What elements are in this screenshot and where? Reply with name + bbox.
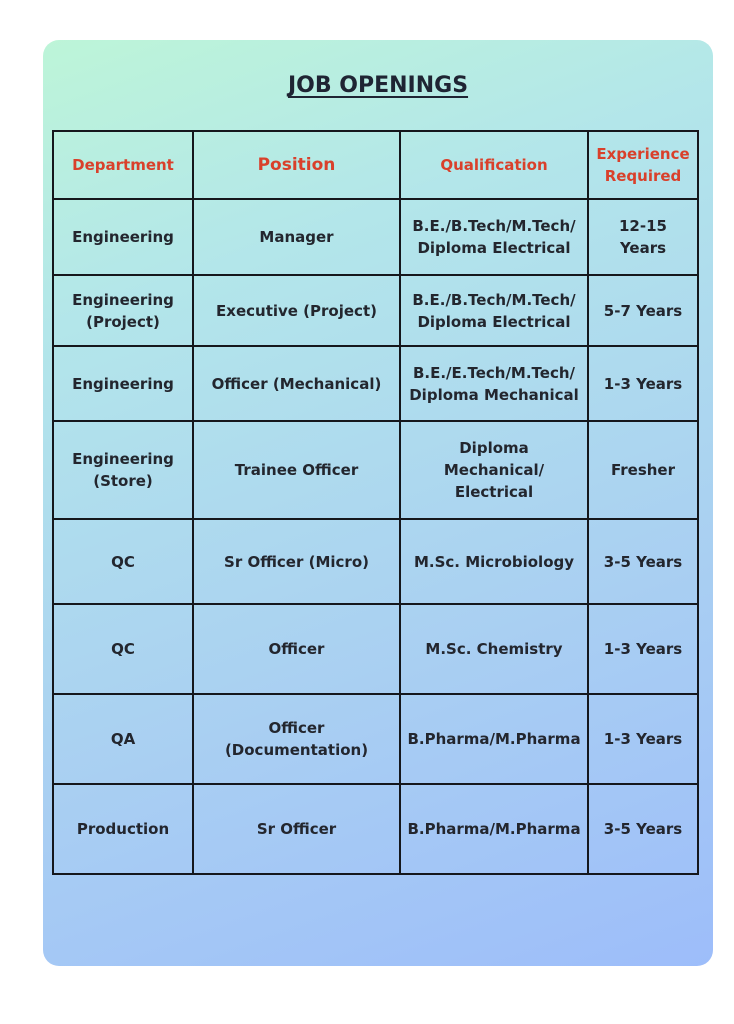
cell-position: Officer xyxy=(193,604,400,694)
cell-qualification: B.Pharma/M.Pharma xyxy=(400,694,588,784)
cell-position: Officer (Documentation) xyxy=(193,694,400,784)
cell-position: Sr Officer xyxy=(193,784,400,874)
table-row xyxy=(53,346,698,421)
cell-department: QA xyxy=(53,694,193,784)
table-row xyxy=(53,519,698,604)
cell-department: QC xyxy=(53,519,193,604)
cell-qualification: M.Sc. Microbiology xyxy=(400,519,588,604)
cell-experience: 12-15 Years xyxy=(588,199,698,275)
table-row xyxy=(53,784,698,874)
cell-experience: Fresher xyxy=(588,421,698,519)
cell-qualification: B.E./B.Tech/M.Tech/ Diploma Electrical xyxy=(400,275,588,346)
cell-position: Trainee Officer xyxy=(193,421,400,519)
column-header-experience: Experience Required xyxy=(588,131,698,199)
cell-position: Manager xyxy=(193,199,400,275)
cell-department: Engineering xyxy=(53,346,193,421)
cell-position: Officer (Mechanical) xyxy=(193,346,400,421)
cell-experience: 1-3 Years xyxy=(588,694,698,784)
job-openings-table xyxy=(52,130,699,875)
table-row xyxy=(53,694,698,784)
cell-department: Engineering (Store) xyxy=(53,421,193,519)
table-row xyxy=(53,275,698,346)
column-header-position: Position xyxy=(193,131,400,199)
cell-department: QC xyxy=(53,604,193,694)
cell-position: Executive (Project) xyxy=(193,275,400,346)
cell-qualification: Diploma Mechanical/ Electrical xyxy=(400,421,588,519)
cell-department: Engineering xyxy=(53,199,193,275)
cell-qualification: B.E./B.Tech/M.Tech/ Diploma Electrical xyxy=(400,199,588,275)
cell-department: Engineering (Project) xyxy=(53,275,193,346)
cell-experience: 5-7 Years xyxy=(588,275,698,346)
cell-experience: 1-3 Years xyxy=(588,346,698,421)
job-openings-card xyxy=(43,40,713,966)
cell-experience: 3-5 Years xyxy=(588,784,698,874)
column-header-qualification: Qualification xyxy=(400,131,588,199)
cell-experience: 3-5 Years xyxy=(588,519,698,604)
cell-qualification: M.Sc. Chemistry xyxy=(400,604,588,694)
table-row xyxy=(53,421,698,519)
cell-qualification: B.Pharma/M.Pharma xyxy=(400,784,588,874)
cell-qualification: B.E./E.Tech/M.Tech/ Diploma Mechanical xyxy=(400,346,588,421)
cell-experience: 1-3 Years xyxy=(588,604,698,694)
column-header-department: Department xyxy=(53,131,193,199)
cell-position: Sr Officer (Micro) xyxy=(193,519,400,604)
page-title: JOB OPENINGS xyxy=(287,73,469,98)
table-header-row xyxy=(53,131,698,199)
table-row xyxy=(53,199,698,275)
cell-department: Production xyxy=(53,784,193,874)
table-row xyxy=(53,604,698,694)
